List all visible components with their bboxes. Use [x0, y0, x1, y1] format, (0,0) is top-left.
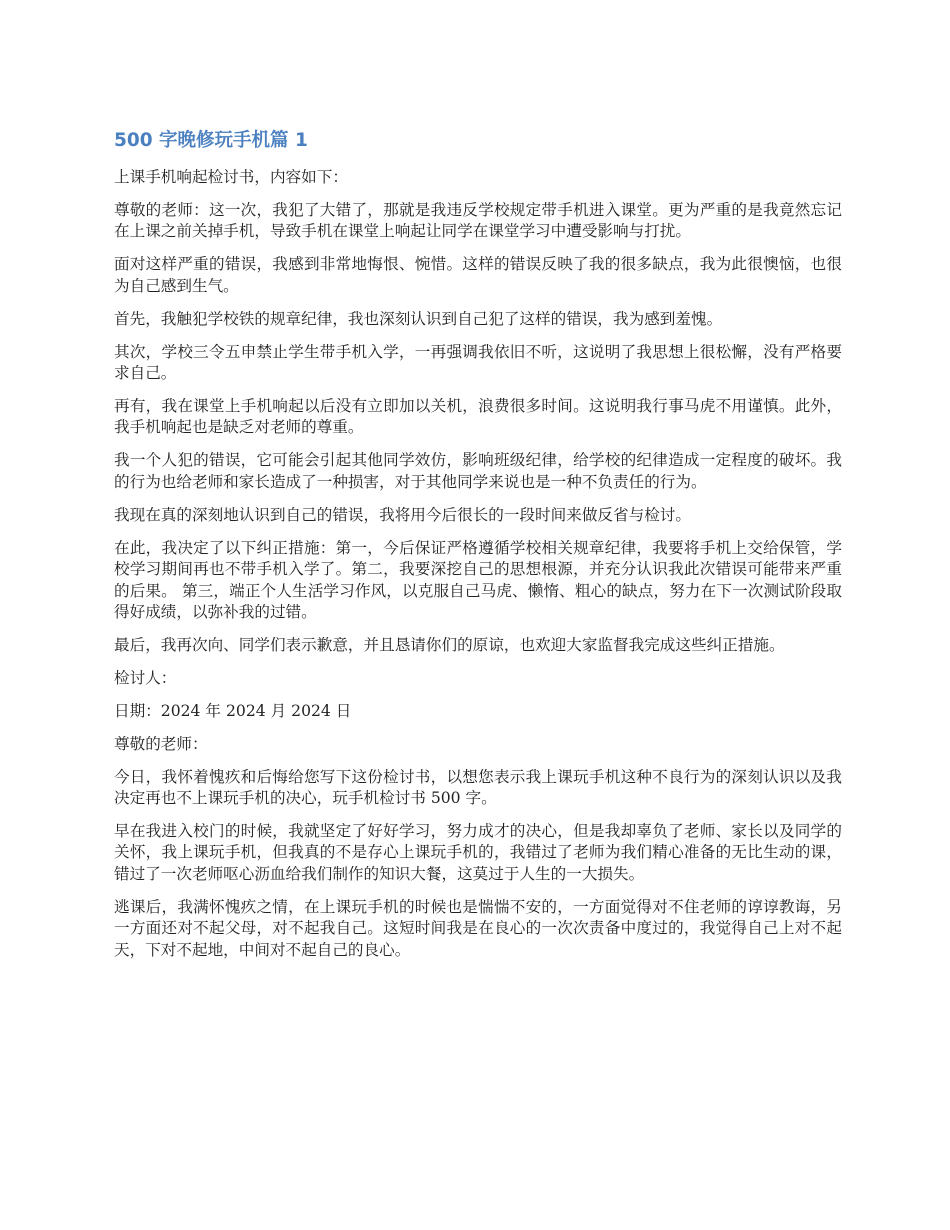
date-line: 日期：2024 年 2024 月 2024 日 [114, 701, 352, 720]
paragraph-intro: 上课手机响起检讨书，内容如下： [114, 168, 348, 186]
paragraph: 我现在真的深刻地认识到自己的错误，我将用今后很长的一段时间来做反省与检讨。 [114, 505, 691, 524]
paragraph: 尊敬的老师：这一次，我犯了大错了，那就是我违反学校规定带手机进入课堂。更为严重的是我竟然忘记在上课之前关掉手机，导致手机在课堂上响起让同学在课堂学习中遭受影响与打扰。 [114, 200, 842, 241]
salutation: 尊敬的老师： [114, 734, 208, 753]
document-title: 500 字晚修玩手机篇 1 [114, 130, 308, 151]
paragraph: 其次，学校三令五申禁止学生带手机入学，一再强调我依旧不听，这说明了我思想上很松懈，没有严格要求自己。 [114, 342, 842, 383]
paragraph: 早在我进入校门的时候，我就坚定了好好学习，努力成才的决心，但是我却辜负了老师、家长以及同学的关怀，我上课玩手机，但我真的不是存心上课玩手机的，我错过了老师为我们精心准备的无比生动的课，错过了一次老师呕心沥血给我们制作的知识大餐，这莫过于人生的一大损失。 [114, 821, 842, 883]
paragraph: 在此，我决定了以下纠正措施：第一，今后保证严格遵循学校相关规章纪律，我要将手机上交给保管，学校学习期间再也不带手机入学了。第二，我要深挖自己的思想根源，并充分认识我此次错误可能带来严重的后果。 第三，端正个人生活学习作风，以克服自己马虎、懒惰、粗心的缺点，努力在下一次测试阶段取得好成绩，以弥补我的过错。 [114, 538, 842, 622]
signature-label: 检讨人： [114, 668, 177, 687]
paragraph: 面对这样严重的错误，我感到非常地悔恨、惋惜。这样的错误反映了我的很多缺点，我为此很懊恼，也很为自己感到生气。 [114, 255, 842, 295]
paragraph: 逃课后，我满怀愧疚之情，在上课玩手机的时候也是惴惴不安的，一方面觉得对不住老师的谆谆教诲，另一方面还对不起父母，对不起我自己。这短时间我是在良心的一次次责备中度过的，我觉得自己上对不起天，下对不起地，中间对不起自己的良心。 [114, 897, 842, 959]
paragraph: 今日，我怀着愧疚和后悔给您写下这份检讨书，以想您表示我上课玩手机这种不良行为的深刻认识以及我决定再也不上课玩手机的决心，玩手机检讨书 500 字。 [114, 767, 842, 808]
paragraph: 我一个人犯的错误，它可能会引起其他同学效仿，影响班级纪律，给学校的纪律造成一定程度的破坏。我的行为也给老师和家长造成了一种损害，对于其他同学来说也是一种不负责任的行为。 [114, 451, 842, 491]
document-page [114, 128, 842, 973]
paragraph: 最后，我再次向、同学们表示歉意，并且恳请你们的原谅，也欢迎大家监督我完成这些纠正措施。 [114, 636, 785, 655]
paragraph: 首先，我触犯学校铁的规章纪律，我也深刻认识到自己犯了这样的错误，我为感到羞愧。 [114, 309, 723, 328]
paragraph: 再有，我在课堂上手机响起以后没有立即加以关机，浪费很多时间。这说明我行事马虎不用谨慎。此外，我手机响起也是缺乏对老师的尊重。 [114, 396, 842, 437]
